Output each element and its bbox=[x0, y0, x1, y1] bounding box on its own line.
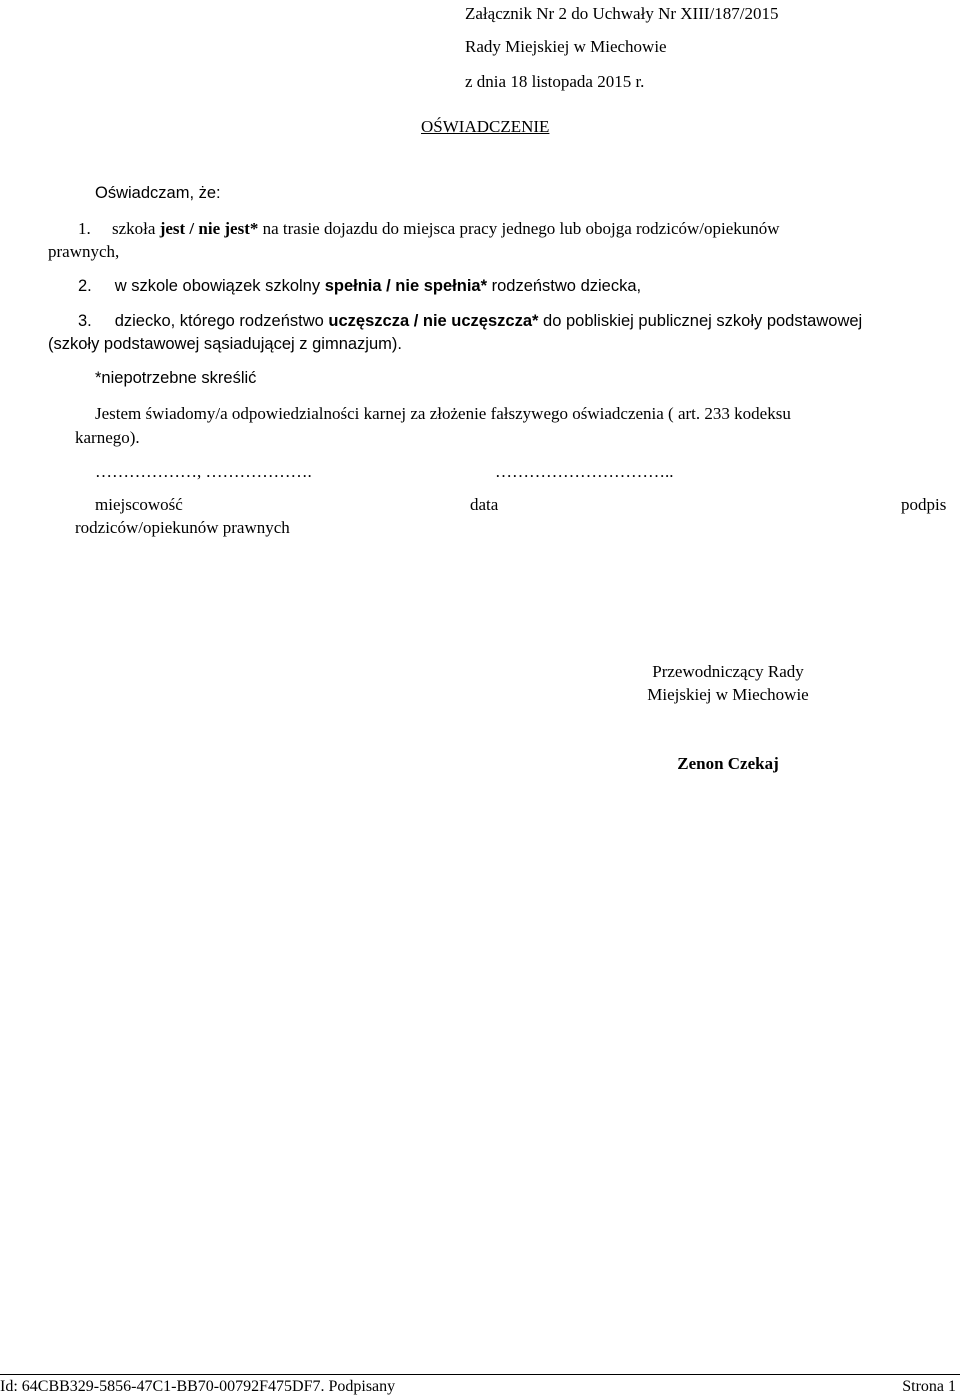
item-text: na trasie dojazdu do miejsca pracy jednego lub obojga rodziców/opiekunów bbox=[262, 219, 780, 238]
place-label: miejscowość bbox=[95, 495, 183, 514]
item-text: rodzeństwo dziecka, bbox=[491, 277, 642, 295]
date-label: data bbox=[470, 495, 499, 514]
list-item-1 bbox=[78, 218, 958, 239]
declaration-line1: Jestem świadomy/a odpowiedzialności karnej za złożenie fałszywego oświadczenia ( art. 233 kodeksu bbox=[95, 404, 791, 423]
list-item-3-continuation: (szkoły podstawowej sąsiadującej z gimnazjum). bbox=[48, 335, 402, 353]
attachment-header-line3: z dnia 18 listopada 2015 r. bbox=[465, 72, 645, 91]
document-title: OŚWIADCZENIE bbox=[421, 117, 550, 136]
chairman-title-line2: Miejskiej w Miechowie bbox=[647, 685, 809, 704]
item-number: 1. bbox=[78, 219, 91, 238]
item-bold-option: uczęszcza / nie uczęszcza* bbox=[328, 312, 539, 330]
sign-label-continuation: rodziców/opiekunów prawnych bbox=[75, 518, 290, 537]
item-number: 2. bbox=[78, 277, 92, 295]
footer-divider bbox=[0, 1374, 960, 1375]
chairman-name: Zenon Czekaj bbox=[677, 754, 779, 773]
sign-label: podpis bbox=[901, 495, 947, 514]
footer-page-number: Strona 1 bbox=[902, 1378, 956, 1395]
intro-text: Oświadczam, że: bbox=[95, 184, 221, 202]
list-item-2 bbox=[78, 276, 641, 297]
item-text: do pobliskiej publicznej szkoły podstawowej bbox=[543, 312, 863, 330]
item-text: dziecko, którego rodzeństwo bbox=[114, 312, 324, 330]
list-item-3 bbox=[78, 311, 862, 332]
footer-document-id: Id: 64CBB329-5856-47C1-BB70-00792F475DF7. Podpisany bbox=[0, 1378, 396, 1395]
chairman-title-line1: Przewodniczący Rady bbox=[652, 662, 804, 681]
item-bold-option: spełnia / nie spełnia* bbox=[324, 277, 488, 295]
item-bold-option: jest / nie jest* bbox=[159, 219, 259, 238]
item-number: 3. bbox=[78, 312, 92, 330]
list-item-1-continuation: prawnych, bbox=[48, 242, 120, 261]
signature-dots: ………………………….. bbox=[495, 462, 674, 481]
declaration-line2: karnego). bbox=[75, 428, 140, 447]
attachment-header-line1: Załącznik Nr 2 do Uchwały Nr XIII/187/2015 bbox=[465, 4, 779, 23]
item-text: w szkole obowiązek szkolny bbox=[114, 277, 321, 295]
place-date-dots: ………………, ………………. bbox=[95, 462, 312, 481]
footnote: *niepotrzebne skreślić bbox=[95, 369, 257, 387]
item-text: szkoła bbox=[112, 219, 156, 238]
attachment-header-line2: Rady Miejskiej w Miechowie bbox=[465, 37, 667, 56]
